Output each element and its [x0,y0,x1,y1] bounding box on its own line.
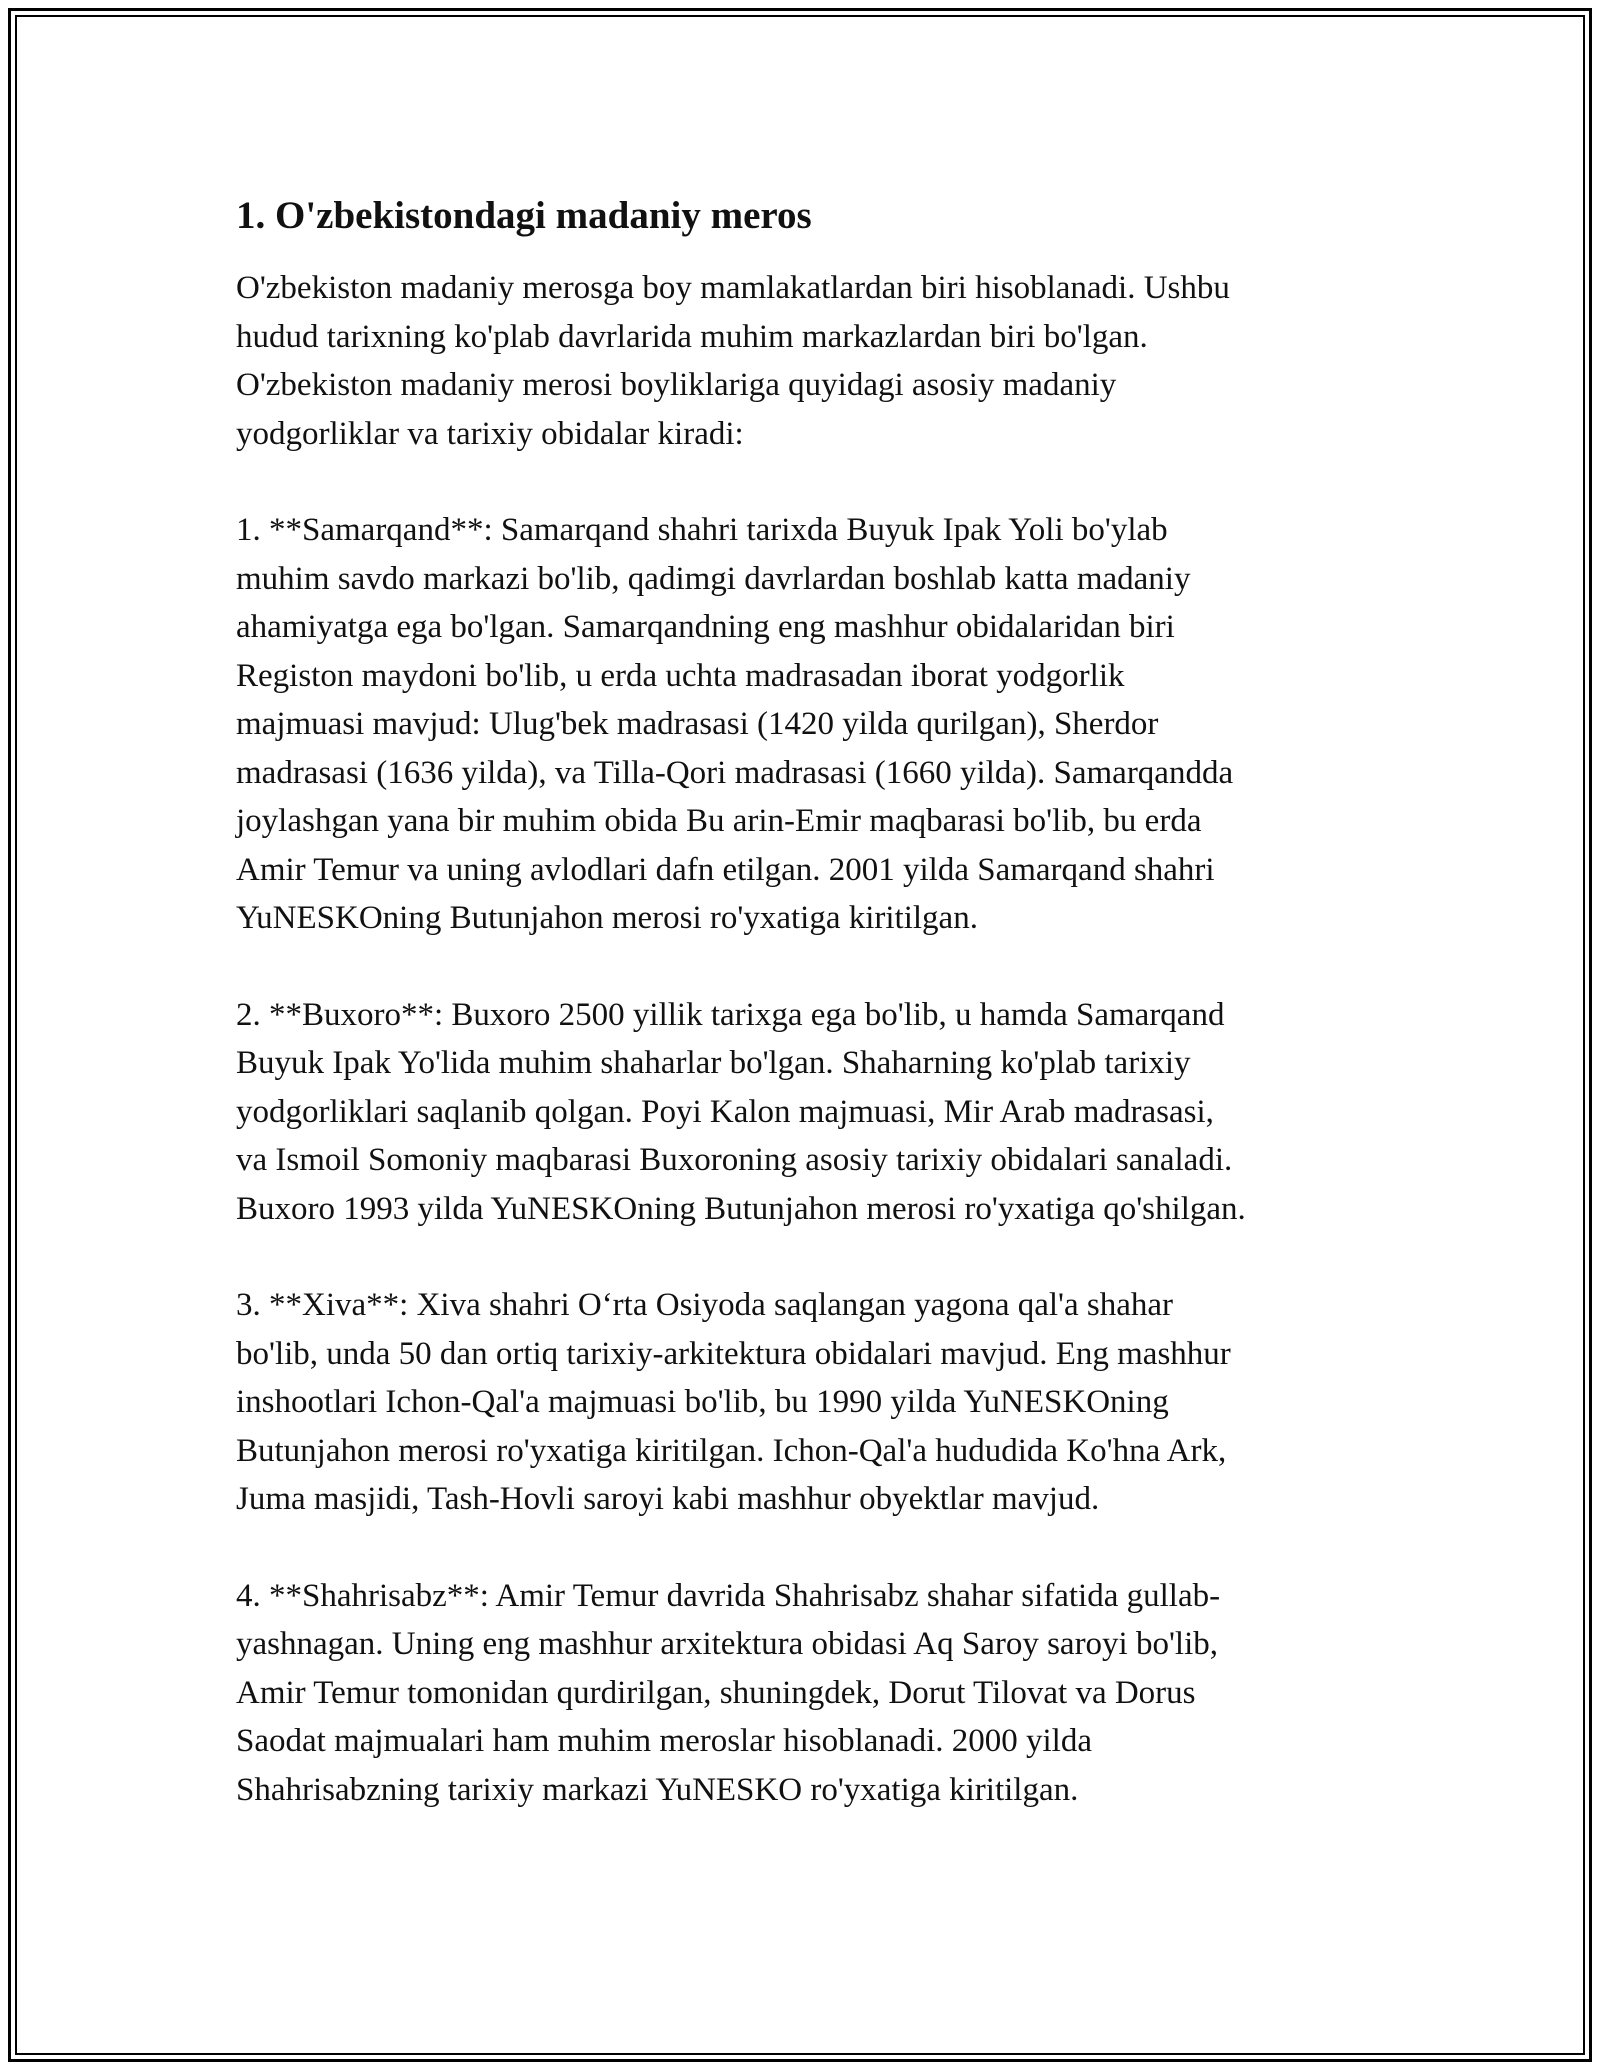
text-line: inshootlari Ichon-Qal'a majmuasi bo'lib, bu 1990 yilda YuNESKOning [236,1384,1169,1420]
text-line: majmuasi mavjud: Ulug'bek madrasasi (1420 yilda qurilgan), Sherdor [236,706,1159,742]
text-line: Registon maydoni bo'lib, u erda uchta madrasadan iborat yodgorlik [236,657,1125,694]
text-line: joylashgan yana bir muhim obida Bu arin-Emir maqbarasi bo'lib, bu erda [236,803,1202,839]
document-body [236,190,1386,1862]
text-line: 1. **Samarqand**: Samarqand shahri tarixda Buyuk Ipak Yoli bo'ylab [236,512,1168,548]
text-line: 2. **Buxoro**: Buxoro 2500 yillik tarixga ega bo'lib, u hamda Samarqand [236,996,1225,1033]
text-line: O'zbekiston madaniy merosga boy mamlakatlardan biri hisoblanadi. Ushbu [236,270,1230,306]
section-heading: 1. O'zbekistondagi madaniy meros [236,194,812,237]
text-line: bo'lib, unda 50 dan ortiq tarixiy-arkitektura obidalari mavjud. Eng mashhur [236,1335,1231,1372]
text-line: YuNESKOning Butunjahon merosi ro'yxatiga kiritilgan. [236,900,978,936]
text-line: Amir Temur va uning avlodlari dafn etilgan. 2001 yilda Samarqand shahri [236,851,1215,888]
text-line: yodgorliklari saqlanib qolgan. Poyi Kalon majmuasi, Mir Arab madrasasi, [236,1093,1214,1130]
text-line: muhim savdo markazi bo'lib, qadimgi davrlardan boshlab katta madaniy [236,560,1191,597]
text-line: yashnagan. Uning eng mashhur arxitektura obidasi Aq Saroy saroyi bo'lib, [236,1626,1219,1662]
text-line: O'zbekiston madaniy merosi boyliklariga quyidagi asosiy madaniy [236,367,1117,403]
text-line: yodgorliklar va tarixiy obidalar kiradi: [236,415,744,452]
text-line: madrasasi (1636 yilda), va Tilla-Qori madrasasi (1660 yilda). Samarqandda [236,754,1234,791]
text-line: Butunjahon merosi ro'yxatiga kiritilgan. Ichon-Qal'a hududida Ko'hna Ark, [236,1432,1227,1469]
text-line: va Ismoil Somoniy maqbarasi Buxoroning asosiy tarixiy obidalari sanaladi. [236,1142,1233,1178]
text-line: Buxoro 1993 yilda YuNESKOning Butunjahon merosi ro'yxatiga qo'shilgan. [236,1190,1246,1227]
shahrisabz-paragraph [236,1572,1386,1815]
text-line: Saodat majmualari ham muhim meroslar hisoblanadi. 2000 yilda [236,1723,1092,1759]
text-line: Buyuk Ipak Yo'lida muhim shaharlar bo'lgan. Shaharning ko'plab tarixiy [236,1045,1191,1081]
samarqand-paragraph [236,506,1386,943]
xiva-paragraph [236,1281,1386,1524]
text-line: ahamiyatga ega bo'lgan. Samarqandning eng mashhur obidalaridan biri [236,609,1175,645]
text-line: 4. **Shahrisabz**: Amir Temur davrida Shahrisabz shahar sifatida gullab- [236,1577,1221,1614]
intro-paragraph [236,264,1386,458]
text-line: 3. **Xiva**: Xiva shahri O‘rta Osiyoda saqlangan yagona qal'a shahar [236,1287,1174,1323]
text-line: Juma masjidi, Tash-Hovli saroyi kabi mashhur obyektlar mavjud. [236,1481,1100,1517]
buxoro-paragraph [236,991,1386,1234]
paragraph-list [236,264,1386,1814]
text-line: Shahrisabzning tarixiy markazi YuNESKO ro'yxatiga kiritilgan. [236,1771,1079,1808]
text-line: hudud tarixning ko'plab davrlarida muhim markazlardan biri bo'lgan. [236,318,1148,355]
text-line: Amir Temur tomonidan qurdirilgan, shuningdek, Dorut Tilovat va Dorus [236,1674,1196,1711]
